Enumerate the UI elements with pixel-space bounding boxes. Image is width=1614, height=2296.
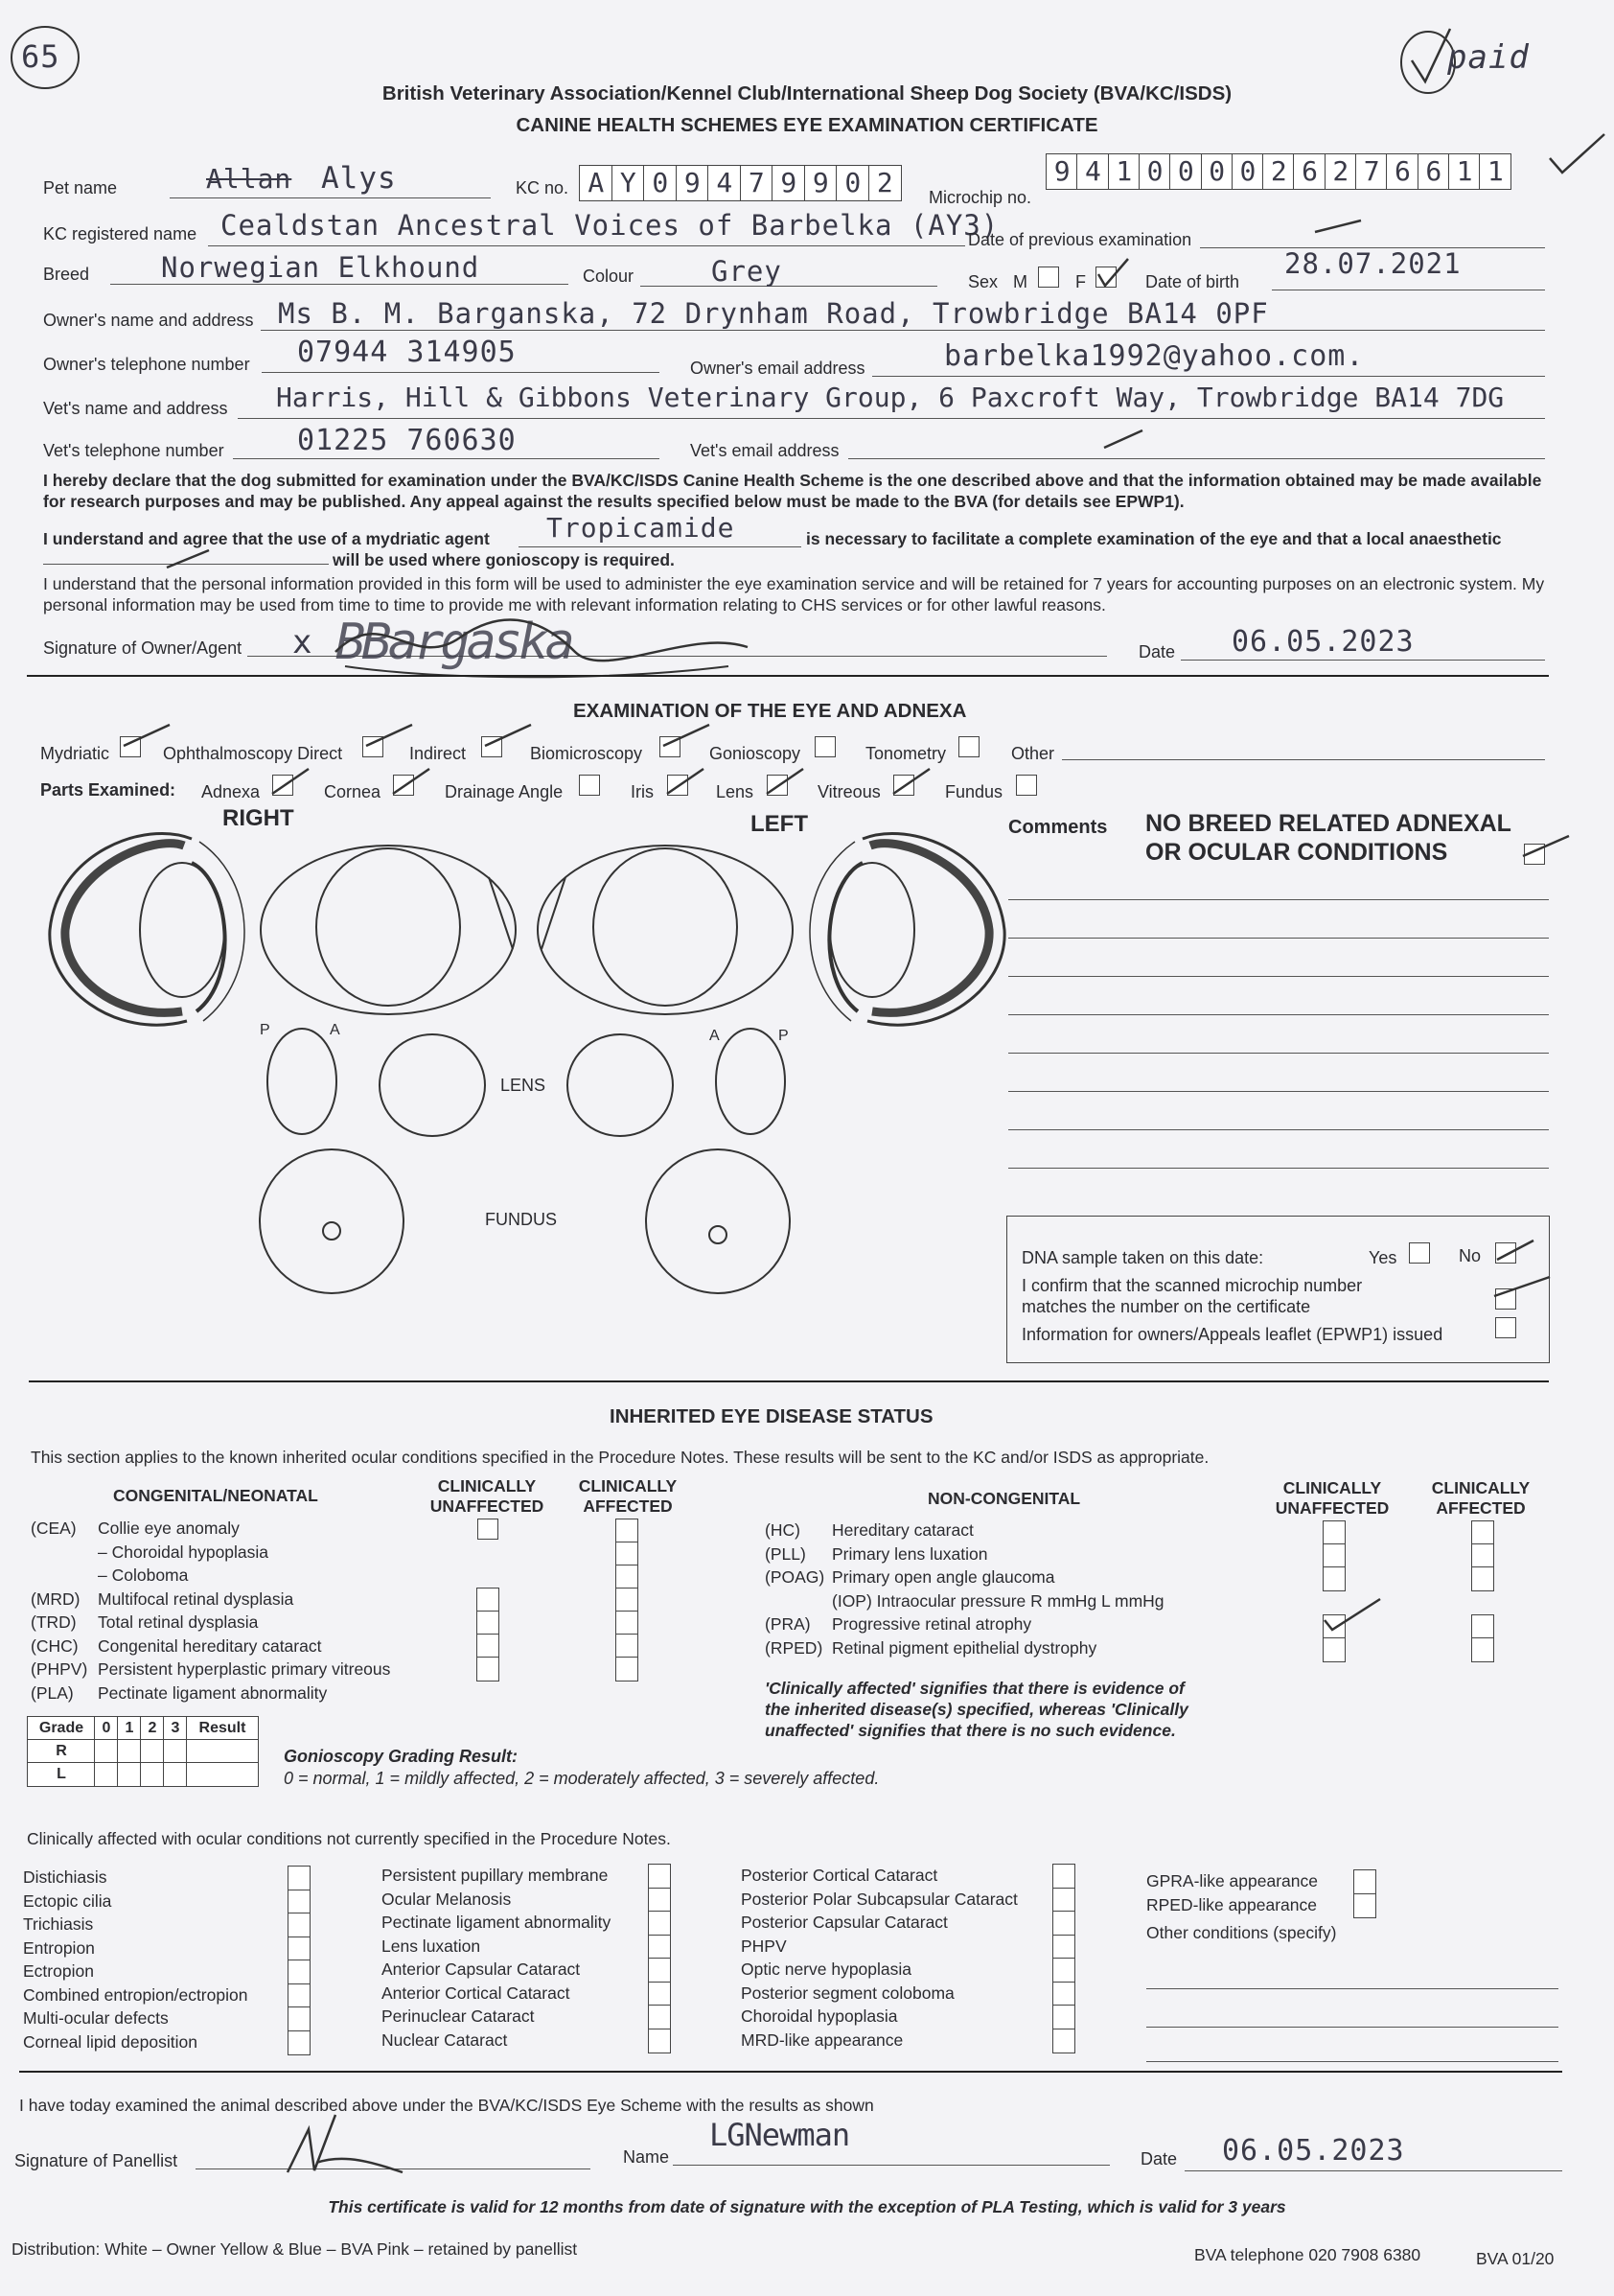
mrd-to-phpv-affected-checkboxes[interactable]: [615, 1588, 638, 1681]
condition-item: Combined entropion/ectropion: [23, 1984, 248, 2005]
digit-cell[interactable]: 0: [643, 165, 678, 201]
condition-row: [31, 1611, 390, 1635]
digit-cell[interactable]: 7: [740, 165, 774, 201]
owner-name-label: Owner's name and address: [43, 311, 254, 330]
left-label: LEFT: [750, 811, 808, 837]
right-p-label: P: [260, 1022, 270, 1038]
distribution-text: Distribution: White – Owner Yellow & Blue – BVA Pink – retained by panellist: [12, 2239, 578, 2259]
mydriatic-agent-value[interactable]: Tropicamide: [546, 512, 735, 544]
comment-line[interactable]: [1008, 1168, 1549, 1169]
digit-cell[interactable]: 1: [1479, 153, 1511, 190]
condition-item: Choroidal hypoplasia: [741, 2006, 898, 2026]
condition-row: [31, 1517, 390, 1541]
condition-row: [765, 1542, 1164, 1566]
panellist-statement: I have today examined the animal described above under the BVA/KC/ISDS Eye Scheme with the results as shown: [19, 2096, 874, 2115]
digit-cell[interactable]: 0: [1201, 153, 1234, 190]
digit-cell[interactable]: 4: [1076, 153, 1109, 190]
other-specify-label: Other conditions (specify): [1146, 1923, 1337, 1942]
comments-label: Comments: [1008, 817, 1108, 838]
condition-item: Ocular Melanosis: [381, 1889, 512, 1909]
condition-code: (MRD): [31, 1589, 81, 1609]
exam-method-checkbox[interactable]: [958, 736, 980, 757]
grade-cell[interactable]: [94, 1762, 119, 1787]
sex-label: Sex: [968, 272, 999, 291]
vet-email-label: Vet's email address: [690, 441, 840, 460]
pra-rped-affected-checkboxes[interactable]: [1471, 1614, 1494, 1662]
condition-row: [31, 1681, 390, 1705]
check-mark: [1545, 125, 1612, 182]
condition-item: RPED-like appearance: [1146, 1894, 1318, 1914]
condition-code: (PRA): [765, 1614, 811, 1634]
condition-code: (RPED): [765, 1637, 823, 1658]
exam-method-label: Ophthalmoscopy Direct: [163, 744, 343, 763]
owner-date-label: Date: [1139, 642, 1176, 661]
owner-signature[interactable]: BBargaska: [335, 614, 571, 671]
digit-cell[interactable]: 0: [1139, 153, 1171, 190]
grade-cell[interactable]: [94, 1739, 119, 1764]
condition-name: Multifocal retinal dysplasia: [98, 1589, 294, 1609]
condition-item: Posterior Cortical Cataract: [741, 1866, 938, 1885]
condition-item: Multi-ocular defects: [23, 2008, 169, 2028]
gonioscopy-scale: 0 = normal, 1 = mildly affected, 2 = moderately affected, 3 = severely affected.: [284, 1769, 880, 1788]
no-breed-conditions-text: NO BREED RELATED ADNEXAL OR OCULAR CONDITIONS: [1145, 810, 1511, 866]
grade-row-label: L: [27, 1762, 96, 1787]
hc-poag-affected-checkboxes[interactable]: [1471, 1520, 1494, 1591]
part-label: Vitreous: [818, 782, 881, 801]
condition-code: (TRD): [31, 1612, 77, 1632]
part-label: Drainage Angle: [445, 782, 564, 801]
owner-email-label: Owner's email address: [690, 359, 865, 378]
digit-cell[interactable]: 1: [1108, 153, 1141, 190]
leaflet-label: Information for owners/Appeals leaflet (EPWP1) issued: [1022, 1325, 1443, 1344]
part-checkbox[interactable]: [579, 775, 600, 796]
cea-affected-checkboxes[interactable]: [615, 1519, 638, 1589]
cong-unaffected-heading: CLINICALLY UNAFFECTED: [429, 1476, 544, 1516]
grade-cell[interactable]: [163, 1762, 188, 1787]
condition-code: (CHC): [31, 1635, 79, 1656]
mydriatic-statement-a: I understand and agree that the use of a mydriatic agent: [43, 529, 490, 548]
exam-method-label: Biomicroscopy: [530, 744, 643, 763]
pet-name-value[interactable]: Alys: [321, 161, 397, 196]
comment-line[interactable]: [1008, 976, 1549, 977]
declaration-text: I hereby declare that the dog submitted for examination under the BVA/KC/ISDS Canine Health Scheme is the one described above and that the information obtained may be made available for research purposes and may be published. Any appeal against the results specified below must be made to the BVA (for details see EPWP1).: [43, 471, 1542, 511]
lens-label: LENS: [500, 1076, 546, 1095]
condition-code: (PLA): [31, 1682, 74, 1703]
condition-code: (HC): [765, 1520, 800, 1540]
vet-name-value[interactable]: Harris, Hill & Gibbons Veterinary Group, 6 Paxcroft Way, Trowbridge BA14 7DG: [276, 382, 1505, 413]
panellist-signature-label: Signature of Panellist: [14, 2151, 178, 2170]
digit-cell[interactable]: 9: [1046, 153, 1078, 190]
comment-line[interactable]: [1008, 899, 1549, 900]
condition-name: Congenital hereditary cataract: [98, 1635, 322, 1656]
left-a-label: A: [709, 1028, 720, 1044]
owner-signature-x: x: [292, 623, 313, 661]
condition-item: Anterior Capsular Cataract: [381, 1960, 581, 1979]
condition-item: Trichiasis: [23, 1914, 94, 1934]
congenital-heading: CONGENITAL/NEONATAL: [113, 1486, 318, 1505]
grade-header-cell: 1: [117, 1716, 142, 1741]
grade-cell[interactable]: [117, 1739, 142, 1764]
part-label: Lens: [716, 782, 754, 801]
condition-name: – Choroidal hypoplasia: [98, 1542, 269, 1562]
congenital-conditions-list: [31, 1517, 390, 1705]
condition-item: Posterior Polar Subcapsular Cataract: [741, 1889, 1018, 1909]
owner-signature-label: Signature of Owner/Agent: [43, 638, 242, 658]
left-p-label: P: [778, 1028, 789, 1044]
noncong-affected-heading: CLINICALLY AFFECTED: [1431, 1478, 1531, 1518]
grade-cell[interactable]: [186, 1762, 259, 1787]
noncong-unaffected-heading: CLINICALLY UNAFFECTED: [1275, 1478, 1390, 1518]
condition-name: Total retinal dysplasia: [98, 1612, 259, 1632]
other-conditions-intro: Clinically affected with ocular conditions not currently specified in the Procedure Notes.: [27, 1829, 671, 1848]
colour-label: Colour: [583, 267, 634, 286]
owner-signature-stroke: [326, 614, 757, 681]
pet-name-label: Pet name: [43, 178, 118, 197]
colour-value[interactable]: Grey: [711, 255, 782, 288]
microchip-label: Microchip no.: [929, 188, 1032, 207]
other-conditions-col4: [1146, 1869, 1318, 1916]
col1-checkboxes[interactable]: [288, 1866, 311, 2055]
mrd-to-phpv-unaffected-checkboxes[interactable]: [476, 1588, 499, 1681]
digit-cell[interactable]: 9: [772, 165, 806, 201]
condition-name: Collie eye anomaly: [98, 1519, 240, 1538]
exam-method-checkbox[interactable]: [815, 736, 836, 757]
condition-item: Optic nerve hypoplasia: [741, 1960, 912, 1979]
digit-cell[interactable]: 2: [1325, 153, 1357, 190]
mydriatic-statement-c: will be used where gonioscopy is required.: [333, 550, 675, 569]
condition-item: Posterior Capsular Cataract: [741, 1913, 948, 1932]
validity-note: This certificate is valid for 12 months from date of signature with the exception of PLA Testing, which is valid for 3 years: [328, 2197, 1286, 2216]
other-conditions-col2: [381, 1864, 611, 2052]
grade-header-cell: 3: [163, 1716, 188, 1741]
clinically-affected-note: 'Clinically affected' signifies that there is evidence of the inherited disease(s) specified, whereas 'Clinically unaffected' signifies that there is no such evidence.: [765, 1679, 1188, 1740]
condition-item: Nuclear Cataract: [381, 2029, 508, 2050]
dna-yes-checkbox[interactable]: [1409, 1242, 1430, 1264]
sex-m-label: M: [1013, 272, 1027, 291]
exam-method-label: Gonioscopy: [709, 744, 801, 763]
comment-line[interactable]: [1008, 1053, 1549, 1054]
page-number-handwritten: 65: [21, 38, 60, 75]
condition-name: (IOP) Intraocular pressure R mmHg L mmHg: [832, 1590, 1164, 1611]
condition-row: [31, 1588, 390, 1612]
digit-cell[interactable]: 9: [676, 165, 710, 201]
vet-phone-value[interactable]: 01225 760630: [297, 424, 517, 457]
condition-item: Posterior segment coloboma: [741, 1983, 955, 2003]
condition-row: [765, 1636, 1164, 1660]
condition-name: Retinal pigment epithelial dystrophy: [832, 1637, 1097, 1658]
grade-cell[interactable]: [186, 1739, 259, 1764]
exam-method-label: Tonometry: [865, 744, 947, 763]
exam-other-label: Other: [1011, 744, 1055, 763]
kc-registered-name-label: KC registered name: [43, 224, 197, 244]
condition-code: (POAG): [765, 1567, 825, 1587]
condition-item: Perinuclear Cataract: [381, 2006, 535, 2026]
part-label: Cornea: [324, 782, 381, 801]
form-code: BVA 01/20: [1476, 2249, 1555, 2268]
dob-value[interactable]: 28.07.2021: [1284, 247, 1462, 280]
kc-registered-name-value[interactable]: Cealdstan Ancestral Voices of Barbelka (AY3): [220, 209, 1000, 242]
bva-phone: BVA telephone 020 7908 6380: [1194, 2245, 1421, 2264]
right-label: RIGHT: [222, 805, 294, 831]
grade-header-cell: Grade: [27, 1716, 96, 1741]
exam-method-label: Mydriatic: [40, 744, 110, 763]
digit-cell[interactable]: 0: [1169, 153, 1202, 190]
digit-cell[interactable]: 6: [1418, 153, 1450, 190]
kc-no-label: KC no.: [516, 178, 569, 197]
panellist-name-label: Name: [623, 2147, 670, 2167]
fundus-label: FUNDUS: [485, 1210, 557, 1229]
col3-checkboxes[interactable]: [1052, 1864, 1075, 2053]
condition-row: [765, 1612, 1164, 1636]
microchip-confirm-label: I confirm that the scanned microchip number matches the number on the certificate: [1022, 1276, 1363, 1316]
condition-item: Ectopic cilia: [23, 1890, 112, 1911]
digit-cell[interactable]: 0: [836, 165, 870, 201]
condition-item: Distichiasis: [23, 1867, 107, 1887]
condition-name: Persistent hyperplastic primary vitreous: [98, 1659, 391, 1679]
owner-phone-value[interactable]: 07944 314905: [297, 336, 517, 369]
sex-f-label: F: [1075, 272, 1086, 291]
digit-cell[interactable]: 4: [707, 165, 742, 201]
condition-name: Hereditary cataract: [832, 1520, 974, 1540]
cong-affected-heading: CLINICALLY AFFECTED: [578, 1476, 678, 1516]
part-label: Adnexa: [201, 782, 261, 801]
pet-name-struck: Allan: [206, 163, 292, 195]
condition-item: GPRA-like appearance: [1146, 1871, 1318, 1890]
condition-row: [31, 1635, 390, 1658]
gonioscopy-title: Gonioscopy Grading Result:: [284, 1747, 519, 1766]
sex-m-checkbox[interactable]: [1038, 267, 1059, 288]
col2-checkboxes[interactable]: [648, 1864, 671, 2053]
grade-header-cell: Result: [186, 1716, 259, 1741]
digit-cell[interactable]: A: [579, 165, 613, 201]
col4-checkboxes[interactable]: [1353, 1869, 1376, 1918]
part-label: Fundus: [945, 782, 1003, 801]
panellist-date-value[interactable]: 06.05.2023: [1222, 2134, 1405, 2168]
condition-row: [31, 1541, 390, 1565]
owner-phone-label: Owner's telephone number: [43, 355, 250, 374]
inherited-intro: This section applies to the known inherited ocular conditions specified in the Procedure Notes. These results will be sent to the KC and/or ISDS as appropriate.: [31, 1448, 1210, 1467]
digit-cell[interactable]: 1: [1448, 153, 1481, 190]
leaflet-checkbox[interactable]: [1495, 1317, 1516, 1338]
condition-row: [31, 1564, 390, 1588]
condition-item: MRD-like appearance: [741, 2029, 904, 2050]
breed-label: Breed: [43, 265, 90, 284]
form-subtitle: CANINE HEALTH SCHEMES EYE EXAMINATION CERTIFICATE: [516, 114, 1098, 136]
exam-heading: EXAMINATION OF THE EYE AND ADNEXA: [573, 700, 967, 722]
condition-item: Pectinate ligament abnormality: [381, 1913, 611, 1932]
noncongenital-conditions-list: [765, 1519, 1164, 1659]
inherited-heading: INHERITED EYE DISEASE STATUS: [610, 1405, 934, 1427]
exam-method-label: Indirect: [409, 744, 467, 763]
paid-note: paid: [1447, 38, 1530, 77]
owner-name-value[interactable]: Ms B. M. Barganska, 72 Drynham Road, Trowbridge BA14 0PF: [278, 297, 1269, 330]
condition-item: PHPV: [741, 1936, 787, 1956]
panellist-name-value[interactable]: LGNewman: [709, 2117, 850, 2153]
dna-yes-label: Yes: [1369, 1248, 1397, 1267]
dob-label: Date of birth: [1145, 272, 1240, 291]
comment-line[interactable]: [1008, 1014, 1549, 1015]
grade-cell[interactable]: [117, 1762, 142, 1787]
grade-cell[interactable]: [140, 1762, 165, 1787]
data-protection-text: I understand that the personal information provided in this form will be used to administer the eye examination service and will be retained for 7 years for accounting purposes on an electronic system. My personal information may be used from time to time to provide me with relevant information relating to CHS services or for other lawful reasons.: [43, 574, 1545, 615]
condition-name: Primary open angle glaucoma: [832, 1567, 1055, 1587]
digit-cell[interactable]: 7: [1355, 153, 1388, 190]
grade-row-label: R: [27, 1739, 96, 1764]
digit-cell[interactable]: 6: [1293, 153, 1326, 190]
mydriatic-statement-b: is necessary to facilitate a complete examination of the eye and that a local anaesthetic: [806, 529, 1502, 548]
other-conditions-col1: [23, 1866, 247, 2053]
hc-poag-unaffected-checkboxes[interactable]: [1323, 1520, 1346, 1591]
comment-line[interactable]: [1008, 938, 1549, 939]
owner-date-value[interactable]: 06.05.2023: [1232, 625, 1415, 659]
condition-row: [31, 1658, 390, 1681]
condition-name: Progressive retinal atrophy: [832, 1614, 1032, 1634]
condition-item: Persistent pupillary membrane: [381, 1866, 609, 1885]
owner-email-value[interactable]: barbelka1992@yahoo.com.: [944, 339, 1365, 373]
condition-item: Entropion: [23, 1937, 95, 1958]
condition-item: Corneal lipid deposition: [23, 2031, 197, 2052]
panellist-date-label: Date: [1141, 2149, 1178, 2168]
form-title: British Veterinary Association/Kennel Club/International Sheep Dog Society (BVA/KC/ISDS): [381, 82, 1233, 104]
condition-name: Primary lens luxation: [832, 1543, 988, 1564]
vet-phone-label: Vet's telephone number: [43, 441, 224, 460]
part-label: Iris: [631, 782, 654, 801]
digit-cell[interactable]: 2: [868, 165, 903, 201]
other-conditions-col3: [741, 1864, 1018, 2052]
condition-row: [765, 1519, 1164, 1542]
digit-cell[interactable]: Y: [611, 165, 646, 201]
condition-item: Anterior Cortical Cataract: [381, 1983, 570, 2003]
vet-name-label: Vet's name and address: [43, 399, 228, 418]
dna-label: DNA sample taken on this date:: [1022, 1248, 1264, 1267]
previous-exam-label: Date of previous examination: [968, 230, 1192, 249]
condition-code: (PLL): [765, 1543, 806, 1564]
digit-cell[interactable]: 9: [804, 165, 839, 201]
condition-item: Lens luxation: [381, 1936, 481, 1956]
comment-line[interactable]: [1008, 1129, 1549, 1130]
condition-row: [765, 1565, 1164, 1589]
part-checkbox[interactable]: [1016, 775, 1037, 796]
condition-row: [765, 1589, 1164, 1613]
parts-examined-label: Parts Examined:: [40, 780, 176, 800]
digit-cell[interactable]: 0: [1232, 153, 1264, 190]
right-a-label: A: [330, 1022, 340, 1038]
condition-name: – Coloboma: [98, 1565, 189, 1585]
comment-line[interactable]: [1008, 1091, 1549, 1092]
digit-cell[interactable]: 6: [1386, 153, 1418, 190]
condition-item: Ectropion: [23, 1961, 94, 1981]
panellist-signature[interactable]: [268, 2105, 422, 2182]
noncongenital-heading: NON-CONGENITAL: [928, 1489, 1081, 1508]
condition-code: (CEA): [31, 1519, 77, 1538]
condition-code: (PHPV): [31, 1659, 88, 1679]
breed-value[interactable]: Norwegian Elkhound: [161, 251, 480, 284]
grade-header-cell: 2: [140, 1716, 165, 1741]
condition-name: Pectinate ligament abnormality: [98, 1682, 328, 1703]
cea-unaffected-checkbox[interactable]: [477, 1519, 498, 1540]
grade-cell[interactable]: [140, 1739, 165, 1764]
grade-cell[interactable]: [163, 1739, 188, 1764]
dna-no-label: No: [1459, 1246, 1482, 1265]
digit-cell[interactable]: 2: [1262, 153, 1295, 190]
grade-header-cell: 0: [94, 1716, 119, 1741]
